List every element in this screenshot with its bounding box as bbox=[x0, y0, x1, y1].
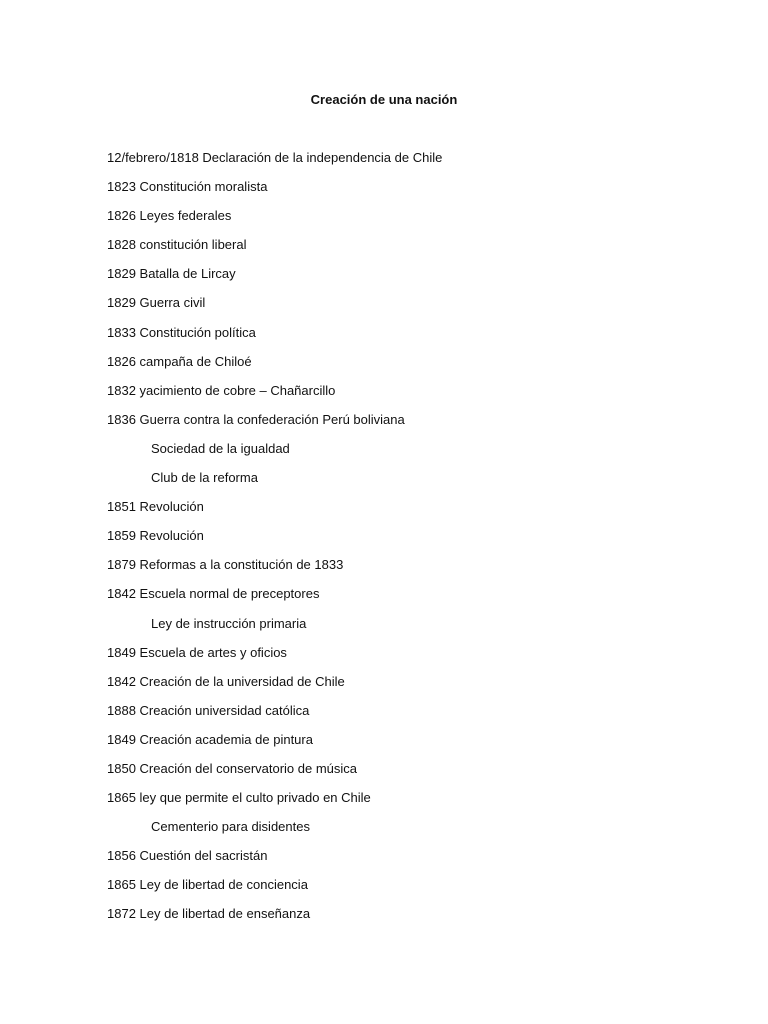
timeline-item: 1833 Constitución política bbox=[107, 324, 256, 340]
timeline-item: 1888 Creación universidad católica bbox=[107, 702, 310, 718]
timeline-item: 12/febrero/1818 Declaración de la independencia de Chile bbox=[107, 150, 443, 165]
timeline-item: 1842 Escuela normal de preceptores bbox=[107, 586, 320, 602]
timeline-item: 1865 ley que permite el culto privado en Chile bbox=[107, 790, 371, 806]
timeline-item: 1851 Revolución bbox=[107, 499, 204, 515]
timeline-subitem: Club de la reforma bbox=[151, 470, 258, 486]
timeline-item: 1850 Creación del conservatorio de música bbox=[107, 760, 358, 776]
timeline-item: 1836 Guerra contra la confederación Perú boliviana bbox=[107, 411, 405, 427]
timeline-item: 1828 constitución liberal bbox=[107, 237, 247, 253]
timeline-item: 1865 Ley de libertad de conciencia bbox=[107, 877, 308, 893]
timeline-subitem: Ley de instrucción primaria bbox=[151, 615, 307, 631]
timeline-item: 1826 campaña de Chiloé bbox=[107, 353, 252, 369]
timeline-subitem: Sociedad de la igualdad bbox=[151, 440, 290, 456]
timeline-item: 1849 Escuela de artes y oficios bbox=[107, 644, 287, 660]
timeline-subitem: Cementerio para disidentes bbox=[151, 819, 310, 835]
timeline-item: 1856 Cuestión del sacristán bbox=[107, 848, 268, 864]
document-title: Creación de una nación bbox=[310, 92, 458, 107]
timeline-item: 1829 Batalla de Lircay bbox=[107, 266, 236, 282]
timeline-item: 1823 Constitución moralista bbox=[107, 179, 268, 195]
timeline-item: 1826 Leyes federales bbox=[107, 208, 232, 224]
timeline-item: 1879 Reformas a la constitución de 1833 bbox=[107, 557, 344, 573]
timeline-item: 1872 Ley de libertad de enseñanza bbox=[107, 906, 311, 922]
timeline-item: 1849 Creación academia de pintura bbox=[107, 731, 313, 747]
timeline-item: 1832 yacimiento de cobre – Chañarcillo bbox=[107, 382, 336, 398]
timeline-item: 1842 Creación de la universidad de Chile bbox=[107, 673, 345, 689]
timeline-item: 1829 Guerra civil bbox=[107, 295, 206, 311]
timeline-item: 1859 Revolución bbox=[107, 528, 204, 544]
timeline-list bbox=[107, 149, 442, 935]
